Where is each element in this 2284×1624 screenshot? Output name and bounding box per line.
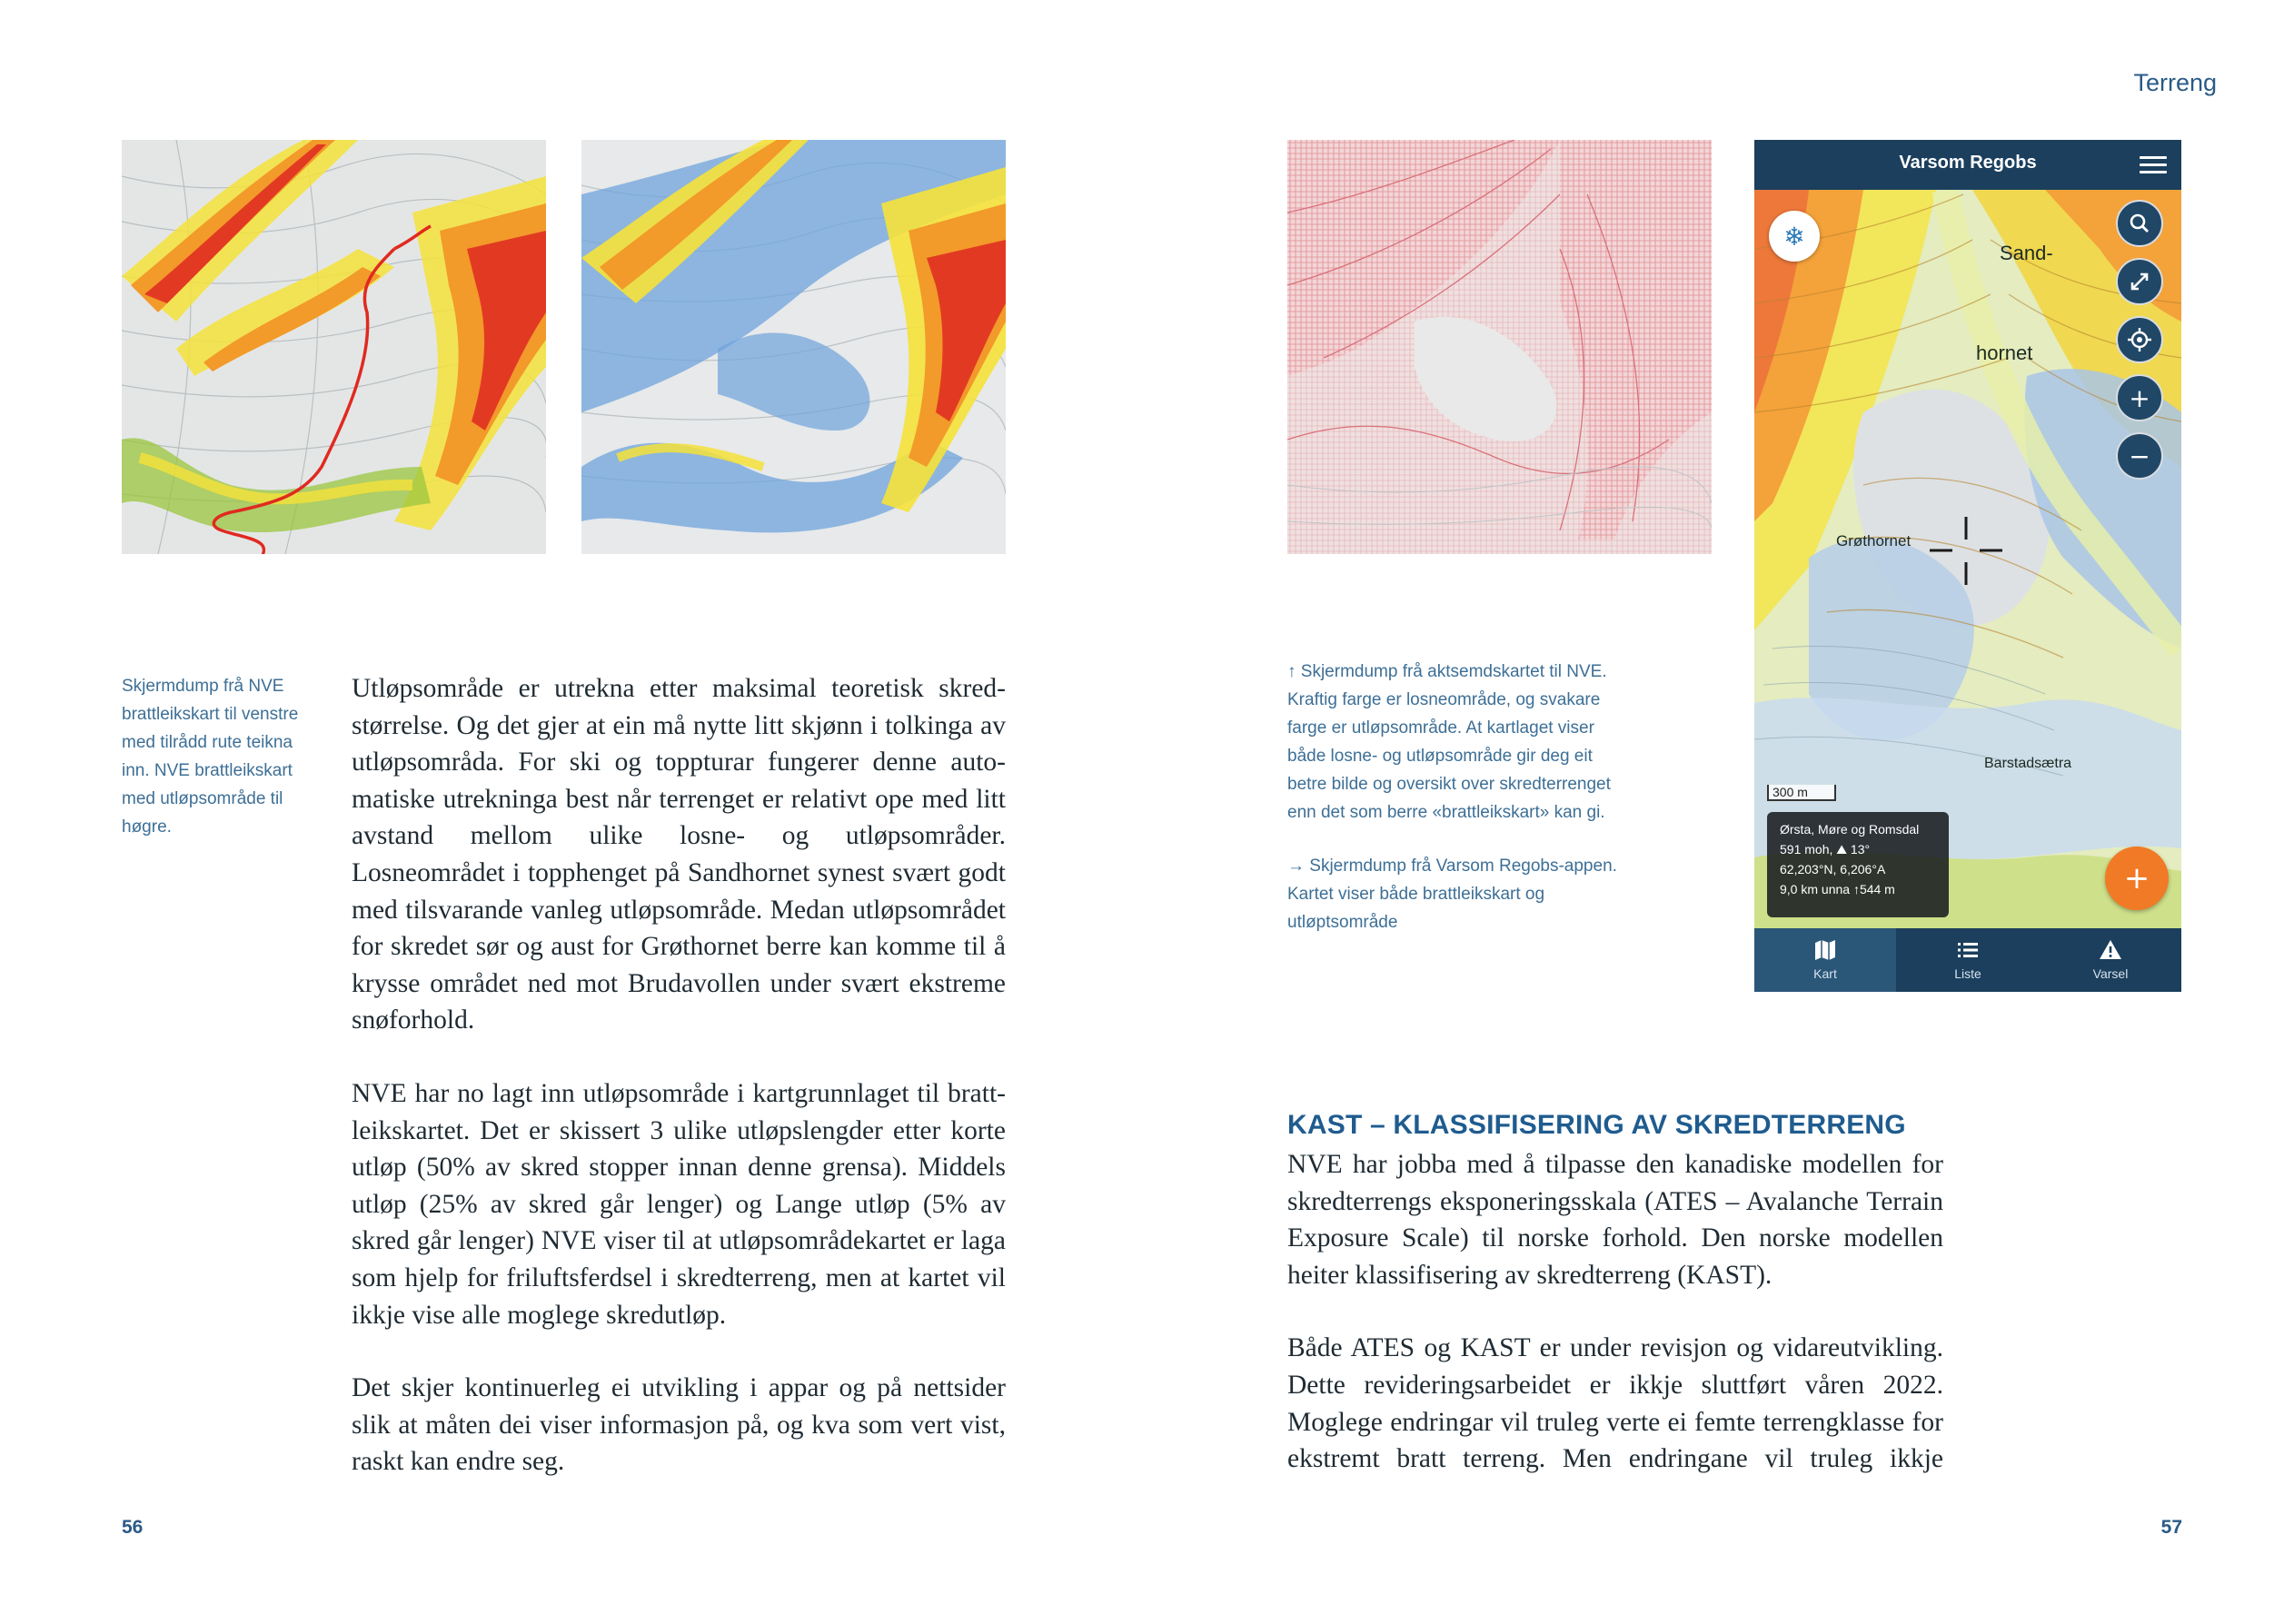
tab-varsel-label: Varsel [2092,966,2129,981]
section-heading-kast: KAST – KLASSIFISERING AV SKREDTERRENG [1287,1110,1906,1140]
tab-varsel[interactable] [2040,928,2181,992]
location-info-box [1767,812,1949,917]
awareness-map-caption: ↑ Skjermdump frå aktsemdskartet til NVE. Kraftig farge er losneområde, og svakare farge er utløpsområde. At kartlaget viser både losne- og utløpsområde gir deg eit betre bilde og oversikt over skredterrenget enn det som berre «brattleikskart» kan gi. [1287,662,1611,822]
tab-liste[interactable] [1897,928,2039,992]
app-tab-bar [1754,928,2181,992]
search-icon[interactable] [2116,200,2163,247]
running-head: Terreng [2133,69,2217,96]
info-line-coordinates: 62,203°N, 6,206°A [1780,862,1886,876]
map-scale-bar: 300 m [1767,785,1836,801]
zoom-in-icon[interactable]: + [2116,374,2163,421]
snowflake-icon[interactable]: ❄ [1769,211,1820,262]
left-body-text [352,670,1006,1517]
info-line-distance: 9,0 km unna ↑544 m [1780,882,1895,896]
map-label-sand: Sand- [2000,242,2053,264]
add-observation-button[interactable]: + [2105,847,2169,910]
app-header [1754,140,2181,190]
map-icon [1754,937,1896,963]
locate-icon[interactable] [2116,316,2163,363]
right-paragraph-1: NVE har jobba med å tilpasse den kanadiske modellen for skredterrengs eksponeringsskala (ATES – Avalanche Terrain Exposure Scale) til norske forhold. Den norske modellen heiter klassifisering av skredterreng (KAST). [1287,1150,1943,1290]
warning-icon [2040,937,2181,963]
left-paragraph-1: Utløpsområde er utrekna etter maksimal teoretisk skredstørrelse. Og det gjer at ein må nytte litt skjønn i tolkinga av utløpsområda. For ski og toppturar fungerer denne automatiske utrekninga best når terrenget er relativt ope med litt avstand mellom ulike losne- og utløpsområder. Losneområdet i topphenget på Sandhornet synest svært godt med tilsvarande vanleg utløpsområde. Medan utløpsområdet for skredet sør og aust for Grøthornet berre kan komme til å krysse området ned mot Brudavollen under svært ekstreme snøforhold. [352,674,1006,1035]
tab-kart-label: Kart [1813,966,1837,981]
map-label-barstadsaetra: Barstadsætra [1984,756,2072,771]
page-number-left: 56 [122,1517,144,1538]
left-image-caption: Skjermdump frå NVE brattleikskart til venstre med tilrådd rute teikna inn. NVE brattleikskart med utløpsområde til høgre. [122,677,299,837]
steepness-map-with-route [122,140,546,554]
info-line-place: Ørsta, Møre og Romsdal [1780,822,1920,837]
nve-awareness-map [1287,140,1712,554]
varsom-regobs-screenshot [1754,140,2181,992]
list-icon [1897,937,2039,963]
map-label-grothornet: Grøthornet [1836,532,1912,550]
left-paragraph-2: NVE har no lagt inn utløpsområde i kartgrunnlaget til brattleikskartet. Det er skissert 3 ulike utløpslengder etter korte utløp (50% av skred stopper innan denne grensa). Middels utløp (25% av skred går lenger) og Lange utløp (5% av skred går lenger) NVE viser til at utløpsområdekartet er laga som hjelp for friluftsferdsel i skredterreng, men at kartet vil ikkje vise alle moglege skredutløp. [352,1078,1006,1330]
hamburger-menu-icon[interactable] [2140,156,2167,174]
app-title: Varsom Regobs [1899,153,2037,173]
tab-liste-label: Liste [1954,966,1981,981]
map-label-hornet: hornet [1976,342,2033,364]
right-paragraph-2: Både ATES og KAST er under revisjon og vidareutvikling. Dette revideringsarbeidet er ikkje sluttført våren 2022. Moglege endringar vil truleg verte ei femte terrengklasse for ekstremt bratt terreng. Men endringane vil truleg ikkje [1287,1333,1943,1474]
tab-kart[interactable] [1754,928,1896,992]
page-number-right: 57 [2160,1517,2182,1538]
fullscreen-icon[interactable] [2116,258,2163,305]
regobs-app-caption: → Skjermdump frå Varsom Regobs-appen. Kartet viser både brattleikskart og utløptsområde [1287,857,1617,932]
right-body-text [1287,1146,1943,1514]
info-line-elevation: 591 moh, ⛰ 13° [1780,842,1871,857]
steepness-map-with-runout [581,140,1006,554]
left-paragraph-3: Det skjer kontinuerleg ei utvikling i appar og på nettsider slik at måten dei viser informasjon på, og kva som vert vist, raskt kan endre seg. [352,1373,1006,1477]
zoom-out-icon[interactable]: − [2116,432,2163,480]
